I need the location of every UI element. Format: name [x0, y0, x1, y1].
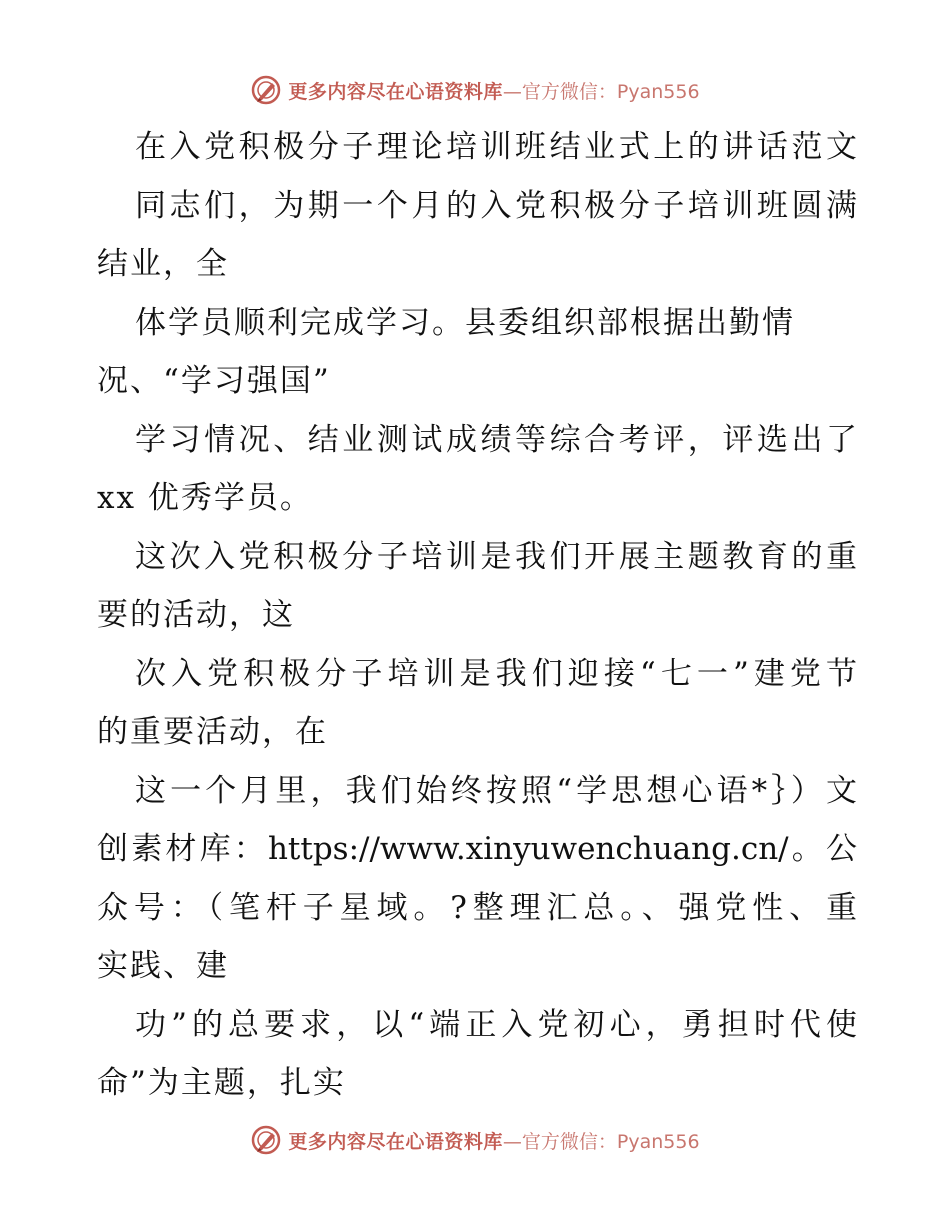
- banner-title: 更多内容尽在心语资料库: [288, 1130, 503, 1153]
- banner-wechat: —官方微信：Pyan556: [502, 1130, 700, 1153]
- document-title: 在入党积极分子理论培训班结业式上的讲话范文: [135, 129, 857, 165]
- banner-wechat: —官方微信：Pyan556: [502, 80, 700, 103]
- pen-logo-icon: [250, 74, 282, 106]
- banner-title: 更多内容尽在心语资料库: [288, 80, 503, 103]
- paragraph-line: 要的活动，这: [97, 597, 295, 633]
- header-watermark-banner: [0, 72, 950, 108]
- paragraph-line: 功”的总要求，以“端正入党初心，勇担时代使: [135, 1006, 857, 1043]
- paragraph-line: 体学员顺利完成学习。县委组织部根据出勤情: [135, 304, 795, 341]
- paragraph-line: 命”为主题，扎实: [97, 1065, 346, 1101]
- document-body: [97, 118, 857, 1113]
- paragraph-line: 众号：（笔杆子星域。?整理汇总。、强党性、重: [97, 889, 857, 926]
- paragraph-line: 学习情况、结业测试成绩等综合考评，评选出了: [135, 421, 857, 458]
- footer-watermark-banner: [0, 1122, 950, 1158]
- paragraph-line: 这一个月里，我们始终按照“学思想心语*｝）文: [135, 772, 857, 809]
- pen-logo-icon: [250, 1124, 282, 1156]
- paragraph-line: 的重要活动，在: [97, 714, 328, 750]
- paragraph-line: 况、“学习强国”: [97, 363, 331, 399]
- paragraph-line: 创素材库：https://www.xinyuwenchuang.cn/。公: [97, 831, 857, 867]
- paragraph-line: 次入党积极分子培训是我们迎接“七一”建党节: [135, 655, 857, 692]
- paragraph-line: 这次入党积极分子培训是我们开展主题教育的重: [135, 538, 857, 575]
- paragraph-line: 同志们，为期一个月的入党积极分子培训班圆满: [135, 187, 857, 224]
- paragraph-line: 结业，全: [97, 246, 229, 282]
- paragraph-line: xx 优秀学员。: [97, 480, 313, 516]
- paragraph-line: 实践、建: [97, 948, 229, 984]
